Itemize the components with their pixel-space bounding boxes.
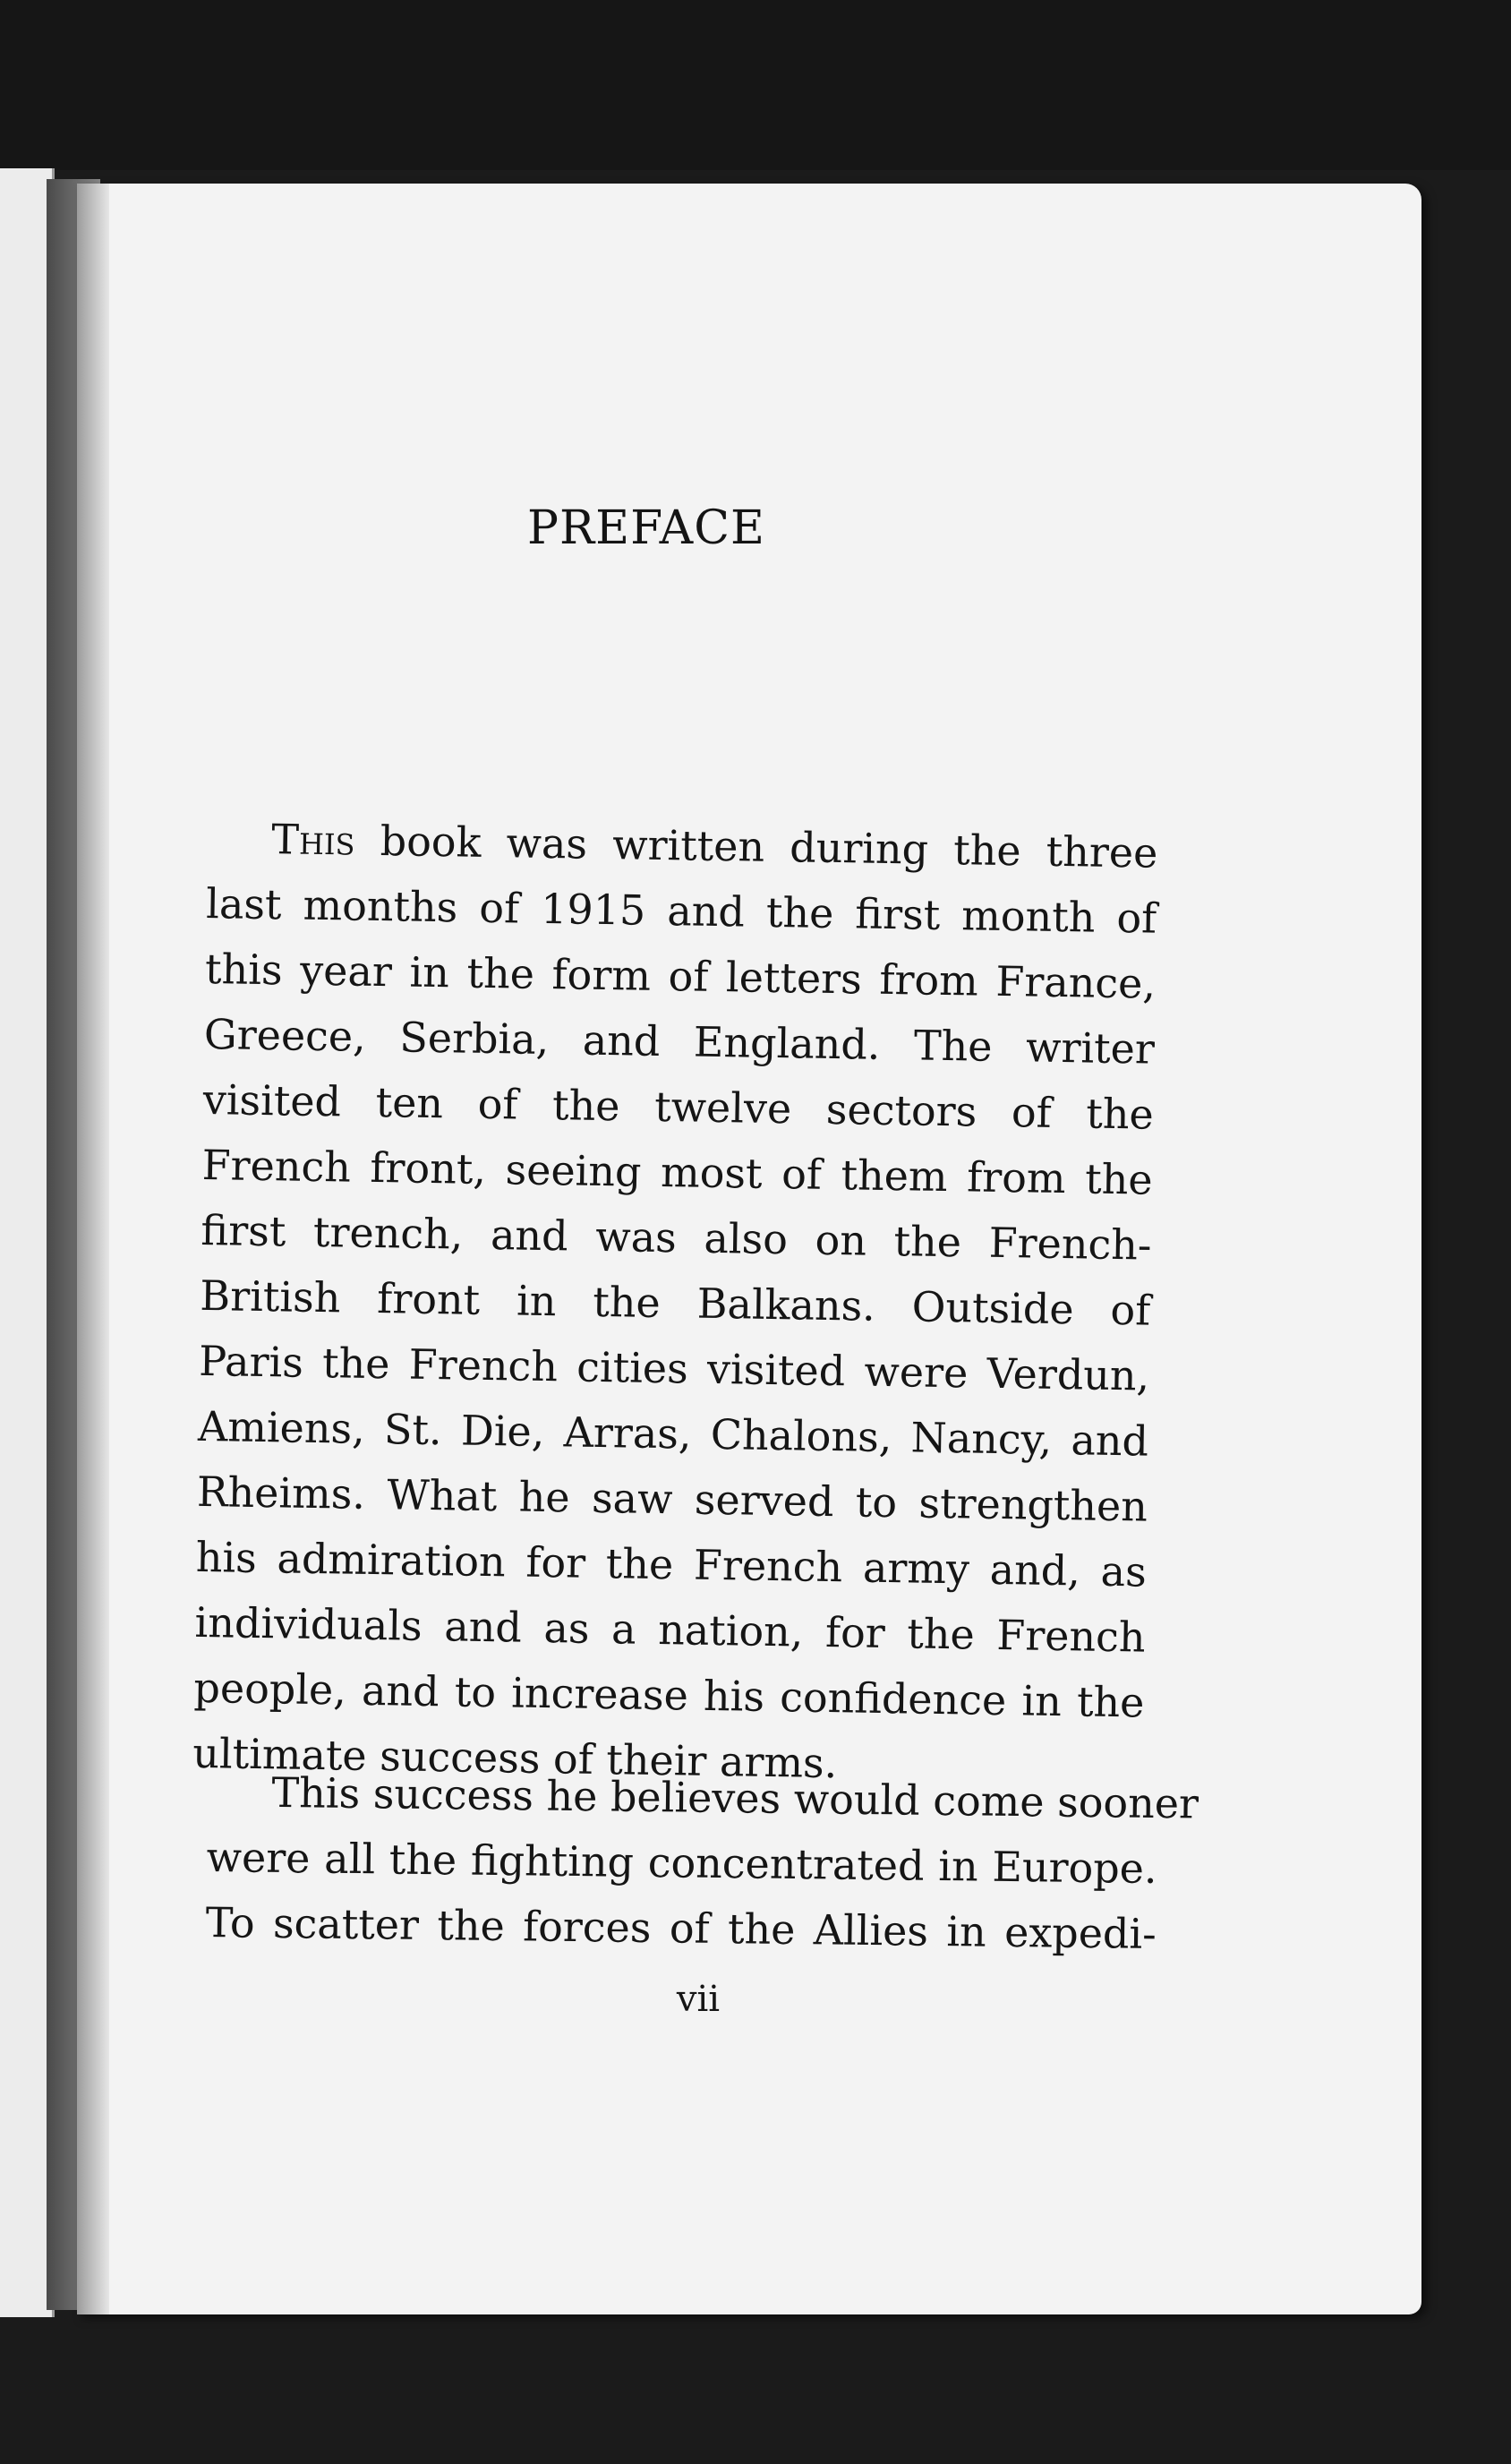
paragraph-line: his admiration for the French army and, as xyxy=(195,1532,1148,1596)
paragraph-line: This book was written during the three xyxy=(271,815,1158,877)
paragraph-line: Amiens, St. Die, Arras, Chalons, Nancy, and xyxy=(197,1401,1149,1466)
paragraph-line: Paris the French cities visited were Verdun, xyxy=(198,1336,1150,1400)
paragraph-line: Greece, Serbia, and England. The writer xyxy=(203,1009,1156,1074)
page-number: vii xyxy=(676,1979,721,2020)
paragraph-line: French front, seeing most of them from the xyxy=(201,1140,1153,1204)
paragraph-line: visited ten of the twelve sectors of the xyxy=(202,1074,1155,1139)
paragraph-line: people, and to increase his confidence in the xyxy=(193,1663,1145,1727)
page-title: PREFACE xyxy=(527,501,765,555)
paragraph-line: this year in the form of letters from France, xyxy=(204,944,1157,1008)
lead-word: This xyxy=(271,815,355,865)
paragraph-line: To scatter the forces of the Allies in expedi- xyxy=(205,1897,1157,1958)
scanner-background xyxy=(0,0,1511,170)
paragraph-line: last months of 1915 and the first month of xyxy=(205,878,1157,943)
preface-paragraph-1 xyxy=(192,806,1158,1801)
page-curl-shade xyxy=(77,184,109,2314)
paragraph-line: Rheims. What he saw served to strengthen xyxy=(196,1467,1148,1531)
paragraph-line: were all the fighting concentrated in Europe. xyxy=(206,1832,1157,1893)
preface-paragraph-2 xyxy=(205,1759,1199,1967)
paragraph-line: individuals and as a nation, for the French xyxy=(194,1597,1146,1662)
paragraph-line: British front in the Balkans. Outside of xyxy=(199,1270,1151,1335)
paragraph-line: first trench, and was also on the French- xyxy=(201,1205,1152,1270)
paragraph-line: This success he believes would come sooner xyxy=(271,1767,1199,1828)
paragraph-line: ultimate success of their arms. xyxy=(192,1728,838,1788)
